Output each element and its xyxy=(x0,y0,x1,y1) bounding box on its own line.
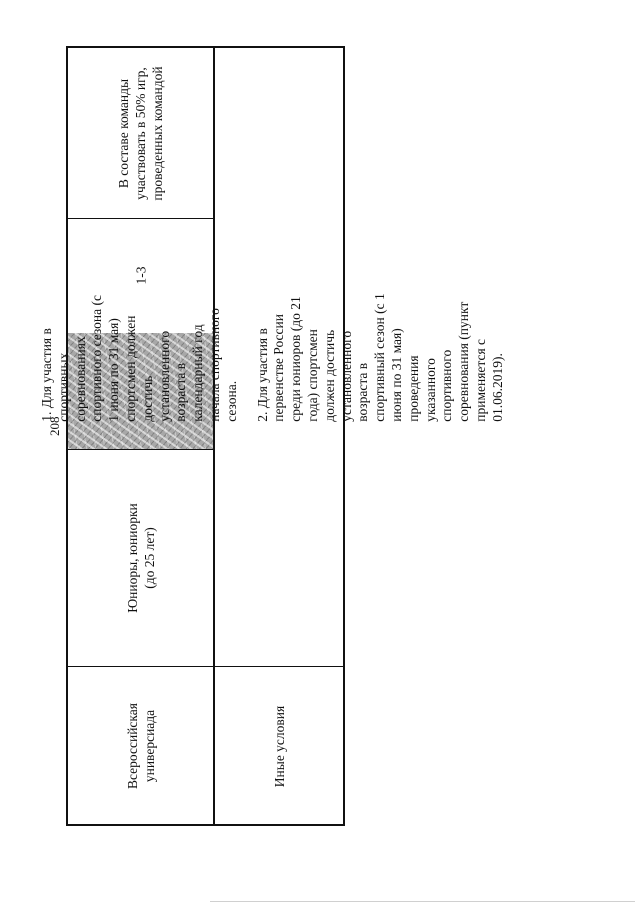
competition-text: Всероссийская универсиада xyxy=(124,703,157,789)
condition-cell xyxy=(68,48,213,218)
condition-paragraph-1: 1. Для участия в спортивных соревнованиях спортивного сезона (с 1 июня по 31 мая) спортсмен должен достичь установленного возраста в календарный год начала спортивного сезона. xyxy=(39,295,240,422)
competition-cell xyxy=(68,666,213,826)
age-group-cell xyxy=(68,449,213,666)
age-group-text: Юниоры, юниорки (до 25 лет) xyxy=(124,502,157,613)
other-conditions-label-cell xyxy=(215,666,345,826)
scan-edge xyxy=(210,901,635,902)
condition-text: В составе команды участвовать в 50% игр, проведенных командой xyxy=(116,65,165,201)
places-text: 1-3 xyxy=(133,266,148,285)
page-number: 208 xyxy=(47,416,62,436)
condition-paragraph-2: 2. Для участия в первенстве России среди юниоров (до 21 года) спортсмен должен достичь установленного возраста в спортивный сезон (с 1 июня по 31 мая) проведения указанного спортивного соревнования (пункт применяется с 01.06.2019). xyxy=(254,293,505,422)
other-conditions-label: Иные условия xyxy=(272,705,288,787)
other-conditions-text xyxy=(39,292,521,422)
